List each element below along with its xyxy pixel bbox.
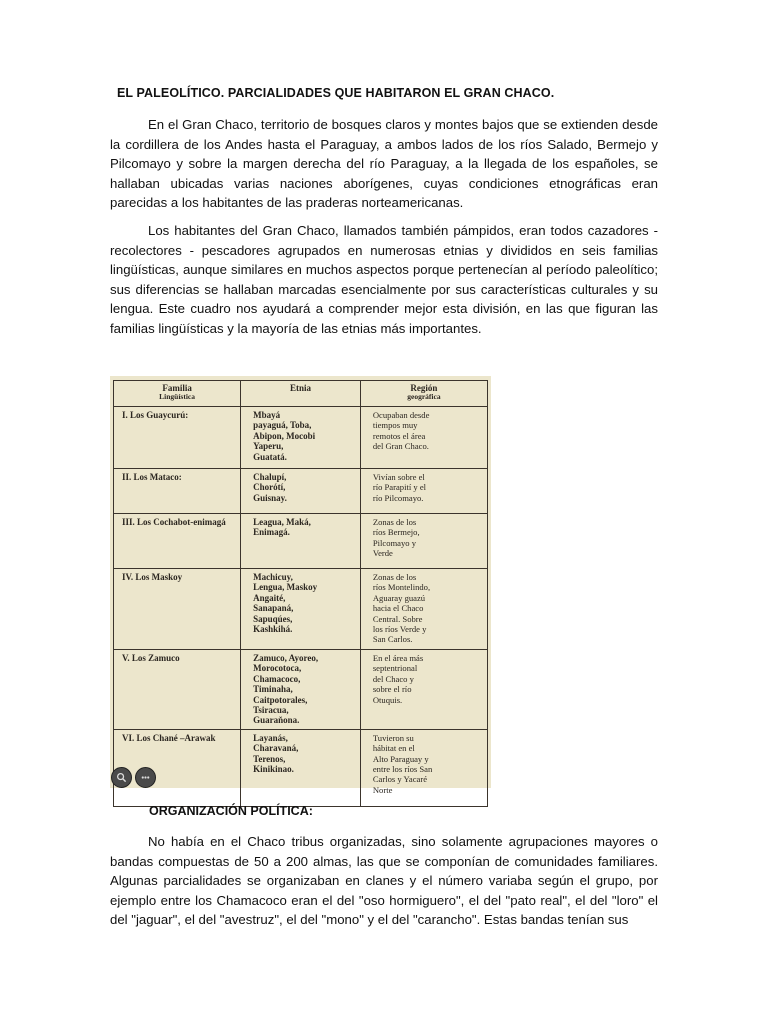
ethnic-line: Sapuqúes, bbox=[253, 613, 293, 624]
header-region-line1: Región bbox=[410, 383, 438, 393]
ethnic-cell bbox=[241, 650, 361, 730]
header-family-line2: Lingüística bbox=[159, 392, 195, 402]
ethnic-cell bbox=[241, 514, 361, 569]
region-line: hábitat en el bbox=[372, 743, 415, 754]
region-line: Central. Sobre bbox=[372, 613, 423, 624]
section-subtitle: ORGANIZACIÓN POLÍTICA: bbox=[149, 804, 313, 818]
table-row bbox=[114, 514, 488, 569]
ethnic-line: Guaraňona. bbox=[253, 715, 300, 726]
image-controls bbox=[111, 767, 156, 788]
table-row bbox=[114, 407, 488, 469]
region-line: sobre el río bbox=[372, 684, 412, 695]
ethnic-line: Terenos, bbox=[253, 753, 286, 764]
ethnic-line: Chamacoco, bbox=[253, 673, 301, 684]
region-line: del Chaco y bbox=[372, 673, 414, 684]
region-line: ríos Bermejo, bbox=[372, 527, 420, 538]
region-line: tiempos muy bbox=[372, 420, 418, 431]
header-family bbox=[114, 381, 241, 407]
region-line: remotos el área bbox=[372, 430, 426, 441]
ethnic-line: Enimagá. bbox=[253, 527, 290, 538]
ethnic-line: Guisnay. bbox=[253, 492, 287, 503]
region-line: septentrional bbox=[372, 663, 418, 674]
page-title: EL PALEOLÍTICO. PARCIALIDADES QUE HABITARON EL GRAN CHACO. bbox=[117, 86, 555, 100]
region-line: Ocupaban desde bbox=[372, 410, 430, 420]
region-line: Zonas de los bbox=[372, 517, 417, 527]
ethnic-line: Mbayá bbox=[253, 410, 281, 420]
ethnic-line: Zamuco, Ayoreo, bbox=[253, 653, 319, 663]
region-line: Verde bbox=[372, 548, 393, 559]
ethnic-cell bbox=[241, 729, 361, 806]
table-header-row bbox=[114, 381, 488, 407]
region-line: San Carlos. bbox=[372, 634, 413, 645]
paragraph-organization: No había en el Chaco tribus organizadas, sino solamente agrupaciones mayores o bandas compuestas de 50 a 200 almas, las que se componían de comunidades familiares. Algunas parcialidades se organizaban en clanes y el número variaba según el grupo, por ejemplo entre los Chamacoco eran el del "oso hormiguero", el del "pato real", el del "loro" el del "jaguar", el del "avestruz", el del "mono" y el del "carancho". Estas bandas tenían sus bbox=[110, 834, 658, 928]
table-row bbox=[114, 729, 488, 806]
table-row bbox=[114, 650, 488, 730]
region-cell bbox=[360, 569, 487, 650]
paragraph-habitants: Los habitantes del Gran Chaco, llamados también pámpidos, eran todos cazadores - recolectores - pescadores agrupados en numerosas etnias y divididos en seis familias lingüísticas, aunque similares en muchos aspectos porque pertenecían al período paleolítico; sus diferencias se hallaban marcadas esencialmente por sus características culturales y su lengua. Este cuadro nos ayudará a comprender mejor esta división, en las que figuran las familias lingüísticas y la mayoría de las etnias más importantes. bbox=[110, 223, 658, 336]
region-line: río Parapití y el bbox=[372, 482, 427, 493]
region-line: entre los ríos San bbox=[372, 764, 433, 775]
region-cell bbox=[360, 514, 487, 569]
ethnic-line: Charavaná, bbox=[253, 743, 299, 754]
ethnic-line: Yaperu, bbox=[253, 441, 284, 452]
header-family-line1: Familia bbox=[162, 383, 192, 393]
region-line: Zonas de los bbox=[372, 572, 417, 582]
ethnic-cell bbox=[241, 469, 361, 514]
ethnic-line: Layanás, bbox=[253, 732, 288, 743]
region-line: Otuquis. bbox=[372, 694, 403, 705]
ethnic-line: Chorótí, bbox=[253, 482, 286, 493]
region-line: Norte bbox=[372, 784, 393, 795]
ethnic-line: Abipon, Mocobi bbox=[253, 430, 316, 441]
family-cell: I. Los Guaycurú: bbox=[114, 407, 241, 469]
families-table-image bbox=[110, 376, 491, 795]
ethnic-line: Caitpotorales, bbox=[253, 694, 308, 705]
ethnic-line: payaguá, Toba, bbox=[253, 420, 312, 431]
family-cell: VI. Los Chané –Arawak bbox=[114, 729, 241, 806]
ethnic-line: Angaité, bbox=[253, 592, 286, 603]
region-line: ríos Montelindo, bbox=[372, 582, 431, 593]
ethnic-line: Kinikinao. bbox=[253, 764, 294, 775]
family-cell: II. Los Mataco: bbox=[114, 469, 241, 514]
region-line: los ríos Verde y bbox=[372, 624, 427, 635]
region-line: En el área más bbox=[372, 653, 424, 663]
more-icon[interactable] bbox=[135, 767, 156, 788]
region-cell bbox=[360, 407, 487, 469]
ethnic-line: Lengua, Maskoy bbox=[253, 582, 318, 593]
region-cell bbox=[360, 729, 487, 806]
ethnic-line: Guatatá. bbox=[253, 451, 287, 462]
region-line: Alto Paraguay y bbox=[372, 753, 429, 764]
ethnic-cell bbox=[241, 569, 361, 650]
ethnic-line: Kashkihá. bbox=[253, 624, 293, 635]
ethnic-line: Chalupí, bbox=[253, 472, 287, 482]
ethnic-line: Leagua, Maká, bbox=[253, 517, 311, 527]
region-line: río Pilcomayo. bbox=[372, 492, 424, 503]
table-row bbox=[114, 469, 488, 514]
table-row bbox=[114, 569, 488, 650]
table-body bbox=[114, 407, 488, 807]
ethnic-line: Timinaha, bbox=[253, 684, 293, 695]
zoom-icon[interactable] bbox=[111, 767, 132, 788]
paragraph-intro: En el Gran Chaco, territorio de bosques claros y montes bajos que se extienden desde la cordillera de los Andes hasta el Paraguay, a ambos lados de los ríos Salado, Bermejo y Pilcomayo y sobre la margen derecha del río Paraguay, a la llegada de los españoles, se hallaban ubicadas varias naciones aborígenes, cuyas condiciones etnográficas eran parecidas a los habitantes de las praderas norteamericanas. bbox=[110, 117, 658, 211]
header-region bbox=[360, 381, 487, 407]
region-line: Tuvieron su bbox=[372, 732, 414, 743]
family-cell: V. Los Zamuco bbox=[114, 650, 241, 730]
header-region-line2: geográfica bbox=[407, 392, 441, 402]
ethnic-line: Sanapaná, bbox=[253, 603, 294, 614]
region-line: del Gran Chaco. bbox=[372, 441, 429, 452]
header-ethnic: Etnia bbox=[241, 381, 361, 407]
region-line: hacia el Chaco bbox=[372, 603, 424, 614]
ethnic-line: Tsiracua, bbox=[253, 705, 289, 716]
ethnic-line: Machicuy, bbox=[253, 572, 293, 582]
family-cell: III. Los Cochabot-enimagá bbox=[114, 514, 241, 569]
region-cell bbox=[360, 650, 487, 730]
region-line: Pilcomayo y bbox=[372, 537, 417, 548]
ethnic-line: Morocotoca, bbox=[253, 663, 302, 674]
families-table bbox=[113, 380, 488, 807]
region-line: Vivían sobre el bbox=[372, 472, 425, 482]
region-line: Aguaray guazú bbox=[372, 592, 426, 603]
region-cell bbox=[360, 469, 487, 514]
region-line: Carlos y Yacaré bbox=[372, 774, 428, 785]
family-cell: IV. Los Maskoy bbox=[114, 569, 241, 650]
ethnic-cell bbox=[241, 407, 361, 469]
